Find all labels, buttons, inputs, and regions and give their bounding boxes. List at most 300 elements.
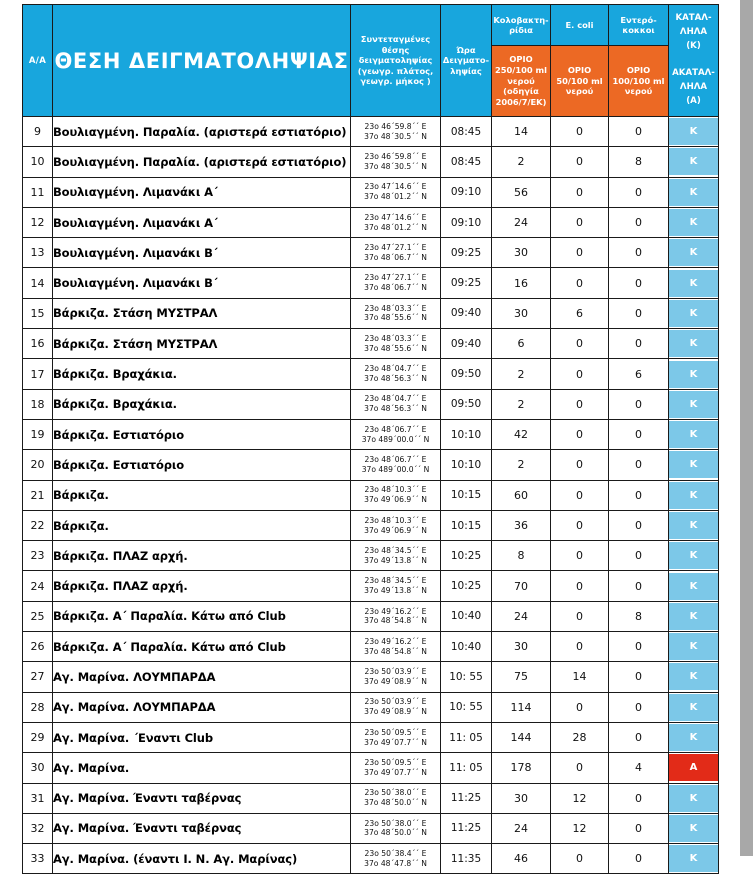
status-badge: Κ (669, 451, 718, 478)
row-latitude: 23ο 48΄06.7΄΄ Ε (364, 424, 427, 434)
row-sampling-time: 11:25 (441, 783, 492, 813)
row-position: Βουλιαγμένη. Παραλία. (αριστερά εστιατόριο) (53, 147, 351, 177)
row-sampling-time: 10:10 (441, 450, 492, 480)
row-position: Αγ. Μαρίνα. ΛΟΥΜΠΑΡΔΑ (53, 662, 351, 692)
row-coordinates (351, 601, 441, 631)
row-ecoli: 28 (551, 722, 609, 752)
row-coliforms: 2 (492, 147, 551, 177)
row-ecoli: 14 (551, 662, 609, 692)
status-badge: Α (669, 754, 718, 781)
row-index: 27 (23, 662, 53, 692)
row-classification-cell (669, 207, 719, 237)
table-row (23, 117, 719, 147)
row-enterococci: 0 (609, 480, 669, 510)
header-aa: A/A (23, 5, 53, 117)
row-latitude: 23ο 48΄03.3΄΄ Ε (364, 303, 427, 313)
row-ecoli: 0 (551, 389, 609, 419)
header-classification-line-6: (Α) (686, 95, 701, 106)
row-classification-cell (669, 419, 719, 449)
row-coliforms: 2 (492, 450, 551, 480)
row-coordinates (351, 359, 441, 389)
table-row (23, 419, 719, 449)
status-badge: Κ (669, 785, 718, 812)
row-coliforms: 8 (492, 541, 551, 571)
row-longitude: 37ο 49΄13.8΄΄ Ν (364, 555, 427, 565)
row-ecoli: 0 (551, 359, 609, 389)
row-coliforms: 30 (492, 298, 551, 328)
header-classification-line-2: ΛΗΛΑ (679, 27, 708, 38)
row-coliforms: 60 (492, 480, 551, 510)
row-sampling-time: 09:25 (441, 268, 492, 298)
row-position: Βάρκιζα. Εστιατόριο (53, 419, 351, 449)
row-sampling-time: 10: 55 (441, 662, 492, 692)
row-sampling-time: 09:40 (441, 329, 492, 359)
row-index: 11 (23, 177, 53, 207)
row-enterococci: 8 (609, 147, 669, 177)
row-coliforms: 24 (492, 207, 551, 237)
status-badge: Κ (669, 361, 718, 388)
row-coordinates (351, 207, 441, 237)
row-coordinates (351, 389, 441, 419)
header-coordinates: Συντεταγμένες θέσης δειγματοληψίας (γεωγρ. πλάτος, γεωγρ. μήκος ) (351, 5, 441, 117)
row-index: 26 (23, 632, 53, 662)
table-row (23, 177, 719, 207)
row-enterococci: 0 (609, 844, 669, 874)
row-longitude: 37ο 49΄08.9΄΄ Ν (364, 707, 427, 717)
row-coordinates (351, 722, 441, 752)
row-coliforms: 70 (492, 571, 551, 601)
row-longitude: 37ο 48΄54.8΄΄ Ν (364, 646, 427, 656)
row-sampling-time: 09:50 (441, 389, 492, 419)
row-longitude: 37ο 49΄06.9΄΄ Ν (364, 525, 427, 535)
row-latitude: 23ο 50΄38.4΄΄ Ε (364, 848, 427, 858)
row-index: 15 (23, 298, 53, 328)
table-row (23, 722, 719, 752)
table-row (23, 510, 719, 540)
row-enterococci: 0 (609, 541, 669, 571)
row-coordinates (351, 541, 441, 571)
row-classification-cell (669, 147, 719, 177)
row-enterococci: 0 (609, 571, 669, 601)
row-sampling-time: 08:45 (441, 117, 492, 147)
row-enterococci: 0 (609, 389, 669, 419)
row-coordinates (351, 419, 441, 449)
row-sampling-time: 10:10 (441, 419, 492, 449)
row-classification-cell (669, 238, 719, 268)
row-classification-cell (669, 722, 719, 752)
row-index: 22 (23, 510, 53, 540)
row-classification-cell (669, 783, 719, 813)
row-index: 17 (23, 359, 53, 389)
row-coliforms: 75 (492, 662, 551, 692)
table-row (23, 783, 719, 813)
row-position: Αγ. Μαρίνα. (έναντι Ι. Ν. Αγ. Μαρίνας) (53, 844, 351, 874)
row-ecoli: 0 (551, 541, 609, 571)
row-coordinates (351, 298, 441, 328)
row-position: Βάρκιζα. (53, 480, 351, 510)
row-coordinates (351, 268, 441, 298)
header-enterococci: Εντερό-κοκκοι (609, 5, 669, 46)
status-badge: Κ (669, 482, 718, 509)
row-coliforms: 24 (492, 601, 551, 631)
row-classification-cell (669, 844, 719, 874)
row-longitude: 37ο 49΄07.7΄΄ Ν (364, 767, 427, 777)
vertical-scrollbar[interactable] (740, 0, 753, 856)
row-longitude: 37ο 49΄08.9΄΄ Ν (364, 676, 427, 686)
table-row (23, 389, 719, 419)
row-longitude: 37ο 48΄55.6΄΄ Ν (364, 313, 427, 323)
row-sampling-time: 10:25 (441, 541, 492, 571)
row-index: 24 (23, 571, 53, 601)
row-classification-cell (669, 662, 719, 692)
table-row (23, 571, 719, 601)
row-coordinates (351, 632, 441, 662)
row-coliforms: 178 (492, 753, 551, 783)
header-sampling-time: Ώρα Δειγματο-ληψίας (441, 5, 492, 117)
row-enterococci: 0 (609, 419, 669, 449)
table-row (23, 632, 719, 662)
row-latitude: 23ο 47΄27.1΄΄ Ε (364, 273, 427, 283)
row-latitude: 23ο 48΄34.5΄΄ Ε (364, 576, 427, 586)
status-badge: Κ (669, 391, 718, 418)
row-coliforms: 56 (492, 177, 551, 207)
row-coordinates (351, 510, 441, 540)
row-latitude: 23ο 48΄10.3΄΄ Ε (364, 485, 427, 495)
row-latitude: 23ο 48΄06.7΄΄ Ε (364, 455, 427, 465)
row-latitude: 23ο 50΄03.9΄΄ Ε (364, 697, 427, 707)
row-latitude: 23ο 50΄09.5΄΄ Ε (364, 727, 427, 737)
row-position: Αγ. Μαρίνα. (53, 753, 351, 783)
row-longitude: 37ο 48΄55.6΄΄ Ν (364, 343, 427, 353)
row-coliforms: 46 (492, 844, 551, 874)
row-classification-cell (669, 510, 719, 540)
row-enterococci: 0 (609, 207, 669, 237)
row-coliforms: 30 (492, 238, 551, 268)
row-sampling-time: 11: 05 (441, 753, 492, 783)
status-badge: Κ (669, 421, 718, 448)
row-coliforms: 2 (492, 359, 551, 389)
row-ecoli: 12 (551, 783, 609, 813)
row-classification-cell (669, 389, 719, 419)
row-ecoli: 0 (551, 177, 609, 207)
table-row (23, 268, 719, 298)
header-classification (669, 5, 719, 117)
row-index: 20 (23, 450, 53, 480)
row-longitude: 37ο 48΄50.0΄΄ Ν (364, 828, 427, 838)
status-badge: Κ (669, 724, 718, 751)
row-coliforms: 16 (492, 268, 551, 298)
row-coordinates (351, 177, 441, 207)
row-longitude: 37ο 48΄01.2΄΄ Ν (364, 192, 427, 202)
row-position: Αγ. Μαρίνα. ΄Εναντι Club (53, 722, 351, 752)
status-badge: Κ (669, 542, 718, 569)
row-coordinates (351, 813, 441, 843)
table-row (23, 692, 719, 722)
row-index: 32 (23, 813, 53, 843)
row-latitude: 23ο 50΄38.0΄΄ Ε (364, 788, 427, 798)
row-classification-cell (669, 359, 719, 389)
row-sampling-time: 10:40 (441, 601, 492, 631)
row-longitude: 37ο 489΄00.0΄΄ Ν (361, 464, 430, 474)
row-position: Βάρκιζα. Στάση ΜΥΣΤΡΑΛ (53, 298, 351, 328)
row-ecoli: 0 (551, 268, 609, 298)
row-ecoli: 0 (551, 692, 609, 722)
row-classification-cell (669, 117, 719, 147)
table-row (23, 238, 719, 268)
header-ecoli-limit: ΟΡΙΟ 50/100 ml νερού (551, 46, 609, 117)
row-coordinates (351, 692, 441, 722)
header-coliforms-limit: ΟΡΙΟ 250/100 ml νερού (οδηγία 2006/7/ΕΚ) (492, 46, 551, 117)
table-row (23, 813, 719, 843)
row-index: 13 (23, 238, 53, 268)
row-coliforms: 14 (492, 117, 551, 147)
row-index: 14 (23, 268, 53, 298)
row-index: 9 (23, 117, 53, 147)
row-latitude: 23ο 50΄03.9΄΄ Ε (364, 667, 427, 677)
row-longitude: 37ο 489΄00.0΄΄ Ν (361, 434, 430, 444)
row-enterococci: 0 (609, 329, 669, 359)
row-enterococci: 0 (609, 177, 669, 207)
header-coliforms: Κολοβακτη-ρίδια (492, 5, 551, 46)
status-badge: Κ (669, 209, 718, 236)
status-badge: Κ (669, 694, 718, 721)
row-latitude: 23ο 47΄14.6΄΄ Ε (364, 212, 427, 222)
row-sampling-time: 10:15 (441, 510, 492, 540)
header-classification-line-5: ΛΗΛΑ (679, 82, 708, 93)
row-latitude: 23ο 49΄16.2΄΄ Ε (364, 606, 427, 616)
row-coliforms: 36 (492, 510, 551, 540)
row-enterococci: 0 (609, 510, 669, 540)
header-position: ΘΕΣΗ ΔΕΙΓΜΑΤΟΛΗΨΙΑΣ (53, 5, 351, 117)
row-ecoli: 0 (551, 844, 609, 874)
row-coliforms: 6 (492, 329, 551, 359)
row-sampling-time: 09:40 (441, 298, 492, 328)
row-coordinates (351, 117, 441, 147)
row-latitude: 23ο 50΄09.5΄΄ Ε (364, 758, 427, 768)
status-badge: Κ (669, 512, 718, 539)
table-row (23, 753, 719, 783)
row-sampling-time: 10:25 (441, 571, 492, 601)
row-position: Βάρκιζα. ΠΛΑΖ αρχή. (53, 541, 351, 571)
row-ecoli: 0 (551, 753, 609, 783)
row-latitude: 23ο 47΄27.1΄΄ Ε (364, 242, 427, 252)
row-latitude: 23ο 48΄10.3΄΄ Ε (364, 515, 427, 525)
row-sampling-time: 10:40 (441, 632, 492, 662)
row-longitude: 37ο 48΄06.7΄΄ Ν (364, 252, 427, 262)
row-position: Βάρκιζα. ΠΛΑΖ αρχή. (53, 571, 351, 601)
row-ecoli: 0 (551, 510, 609, 540)
status-badge: Κ (669, 330, 718, 357)
table-row (23, 329, 719, 359)
status-badge: Κ (669, 148, 718, 175)
row-classification-cell (669, 601, 719, 631)
status-badge: Κ (669, 573, 718, 600)
row-coordinates (351, 147, 441, 177)
row-ecoli: 0 (551, 601, 609, 631)
row-ecoli: 0 (551, 117, 609, 147)
row-index: 23 (23, 541, 53, 571)
row-index: 30 (23, 753, 53, 783)
row-position: Βάρκιζα. Εστιατόριο (53, 450, 351, 480)
status-badge: Κ (669, 815, 718, 842)
row-index: 18 (23, 389, 53, 419)
row-coordinates (351, 480, 441, 510)
row-longitude: 37ο 48΄30.5΄΄ Ν (364, 161, 427, 171)
row-sampling-time: 09:10 (441, 207, 492, 237)
row-latitude: 23ο 48΄04.7΄΄ Ε (364, 364, 427, 374)
row-enterococci: 0 (609, 450, 669, 480)
status-badge: Κ (669, 239, 718, 266)
row-sampling-time: 09:10 (441, 177, 492, 207)
row-position: Βουλιαγμένη. Λιμανάκι Β΄ (53, 238, 351, 268)
row-ecoli: 0 (551, 571, 609, 601)
row-position: Βάρκιζα. Βραχάκια. (53, 389, 351, 419)
status-badge: Κ (669, 845, 718, 872)
row-coliforms: 2 (492, 389, 551, 419)
row-index: 10 (23, 147, 53, 177)
row-ecoli: 0 (551, 450, 609, 480)
row-coliforms: 144 (492, 722, 551, 752)
header-enterococci-limit: ΟΡΙΟ 100/100 ml νερού (609, 46, 669, 117)
table-row (23, 147, 719, 177)
row-ecoli: 12 (551, 813, 609, 843)
row-classification-cell (669, 692, 719, 722)
row-enterococci: 0 (609, 692, 669, 722)
row-coliforms: 24 (492, 813, 551, 843)
row-position: Βουλιαγμένη. Λιμανάκι Β΄ (53, 268, 351, 298)
row-longitude: 37ο 48΄30.5΄΄ Ν (364, 131, 427, 141)
table-row (23, 450, 719, 480)
row-longitude: 37ο 48΄56.3΄΄ Ν (364, 404, 427, 414)
row-latitude: 23ο 47΄14.6΄΄ Ε (364, 182, 427, 192)
table-row (23, 601, 719, 631)
row-position: Βάρκιζα. (53, 510, 351, 540)
row-index: 16 (23, 329, 53, 359)
row-coliforms: 30 (492, 632, 551, 662)
row-enterococci: 6 (609, 359, 669, 389)
table-row (23, 662, 719, 692)
row-classification-cell (669, 177, 719, 207)
row-coordinates (351, 329, 441, 359)
row-ecoli: 0 (551, 329, 609, 359)
row-classification-cell (669, 450, 719, 480)
row-enterococci: 0 (609, 813, 669, 843)
row-enterococci: 0 (609, 298, 669, 328)
row-index: 21 (23, 480, 53, 510)
row-longitude: 37ο 49΄06.9΄΄ Ν (364, 495, 427, 505)
row-sampling-time: 09:50 (441, 359, 492, 389)
row-ecoli: 0 (551, 238, 609, 268)
row-position: Αγ. Μαρίνα. Έναντι ταβέρνας (53, 813, 351, 843)
row-longitude: 37ο 49΄13.8΄΄ Ν (364, 586, 427, 596)
table-row (23, 844, 719, 874)
header-ecoli: E. coli (551, 5, 609, 46)
table-body (23, 117, 719, 874)
row-coordinates (351, 450, 441, 480)
row-coordinates (351, 844, 441, 874)
table-row (23, 359, 719, 389)
row-longitude: 37ο 49΄07.7΄΄ Ν (364, 737, 427, 747)
row-longitude: 37ο 48΄50.0΄΄ Ν (364, 798, 427, 808)
table-row (23, 298, 719, 328)
row-latitude: 23ο 48΄04.7΄΄ Ε (364, 394, 427, 404)
header-classification-line-3: (Κ) (686, 40, 701, 51)
row-classification-cell (669, 298, 719, 328)
row-position: Βουλιαγμένη. Λιμανάκι Α΄ (53, 177, 351, 207)
row-coordinates (351, 238, 441, 268)
row-coliforms: 42 (492, 419, 551, 449)
row-longitude: 37ο 48΄54.8΄΄ Ν (364, 616, 427, 626)
table-row (23, 207, 719, 237)
row-coordinates (351, 753, 441, 783)
row-enterococci: 0 (609, 783, 669, 813)
row-enterococci: 4 (609, 753, 669, 783)
row-ecoli: 0 (551, 147, 609, 177)
row-ecoli: 0 (551, 419, 609, 449)
header-classification-line-1: ΚΑΤΑΛ- (675, 13, 712, 24)
row-classification-cell (669, 571, 719, 601)
row-latitude: 23ο 46΄59.8΄΄ Ε (364, 152, 427, 162)
row-sampling-time: 10:15 (441, 480, 492, 510)
status-badge: Κ (669, 663, 718, 690)
row-latitude: 23ο 50΄38.0΄΄ Ε (364, 818, 427, 828)
row-sampling-time: 10: 55 (441, 692, 492, 722)
row-enterococci: 0 (609, 632, 669, 662)
row-longitude: 37ο 48΄47.8΄΄ Ν (364, 858, 427, 868)
row-coliforms: 30 (492, 783, 551, 813)
row-position: Βάρκιζα. Α΄ Παραλία. Κάτω από Club (53, 601, 351, 631)
table-row (23, 480, 719, 510)
row-classification-cell (669, 632, 719, 662)
row-index: 33 (23, 844, 53, 874)
header-classification-line-4: ΑΚΑΤΑΛ- (672, 68, 715, 79)
row-ecoli: 0 (551, 480, 609, 510)
row-classification-cell (669, 268, 719, 298)
row-classification-cell (669, 480, 719, 510)
status-badge: Κ (669, 270, 718, 297)
status-badge: Κ (669, 603, 718, 630)
row-position: Αγ. Μαρίνα. ΛΟΥΜΠΑΡΔΑ (53, 692, 351, 722)
row-classification-cell (669, 753, 719, 783)
row-latitude: 23ο 48΄03.3΄΄ Ε (364, 333, 427, 343)
row-enterococci: 0 (609, 722, 669, 752)
water-quality-table (22, 4, 719, 874)
row-coordinates (351, 571, 441, 601)
row-sampling-time: 11:25 (441, 813, 492, 843)
row-longitude: 37ο 48΄06.7΄΄ Ν (364, 283, 427, 293)
row-position: Αγ. Μαρίνα. Έναντι ταβέρνας (53, 783, 351, 813)
row-enterococci: 0 (609, 238, 669, 268)
row-index: 29 (23, 722, 53, 752)
row-latitude: 23ο 46΄59.8΄΄ Ε (364, 121, 427, 131)
row-enterococci: 8 (609, 601, 669, 631)
row-index: 19 (23, 419, 53, 449)
row-position: Βουλιαγμένη. Παραλία. (αριστερά εστιατόριο) (53, 117, 351, 147)
row-longitude: 37ο 48΄56.3΄΄ Ν (364, 374, 427, 384)
table-header (23, 5, 719, 117)
row-enterococci: 0 (609, 117, 669, 147)
row-coliforms: 114 (492, 692, 551, 722)
status-badge: Κ (669, 118, 718, 145)
row-ecoli: 6 (551, 298, 609, 328)
row-latitude: 23ο 49΄16.2΄΄ Ε (364, 636, 427, 646)
row-coordinates (351, 783, 441, 813)
row-classification-cell (669, 541, 719, 571)
row-ecoli: 0 (551, 207, 609, 237)
table-row (23, 541, 719, 571)
row-latitude: 23ο 48΄34.5΄΄ Ε (364, 545, 427, 555)
row-classification-cell (669, 329, 719, 359)
